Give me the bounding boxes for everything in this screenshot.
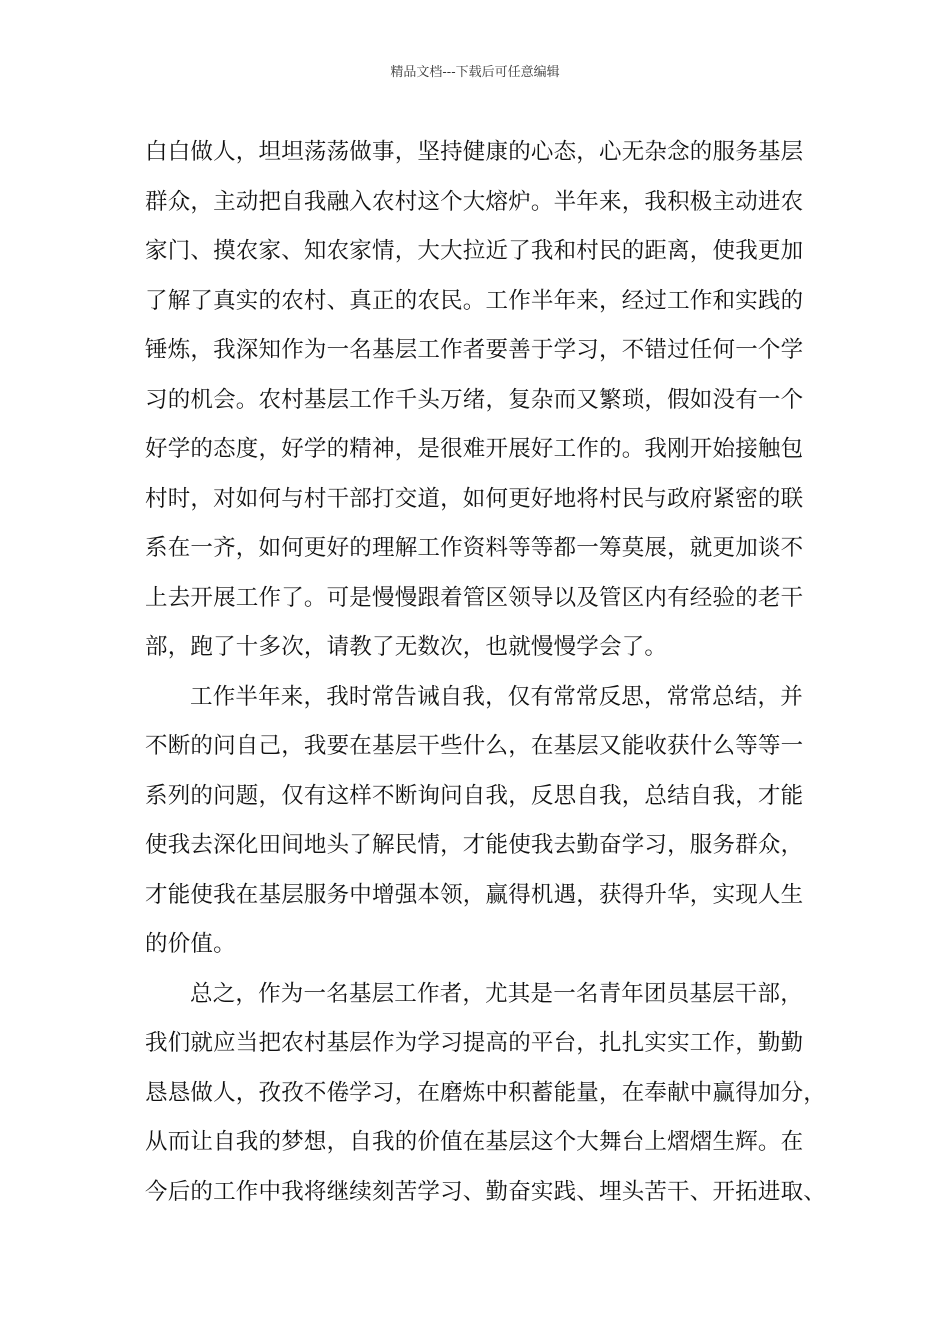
text-line: 家门、摸农家、知农家情，大大拉近了我和村民的距离，使我更加 xyxy=(145,238,804,264)
text-line: 锤炼，我深知作为一名基层工作者要善于学习，不错过任何一个学 xyxy=(145,337,804,363)
text-line: 系列的问题，仅有这样不断询问自我，反思自我，总结自我，才能 xyxy=(145,782,804,809)
text-line: 群众，主动把自我融入农村这个大熔炉。半年来，我积极主动进农 xyxy=(145,188,804,215)
text-line: 的价值。 xyxy=(145,931,236,957)
text-line: 村时，对如何与村干部打交道，如何更好地将村民与政府紧密的联 xyxy=(145,485,804,512)
text-line: 工作半年来，我时常告诫自我，仅有常常反思，常常总结，并 xyxy=(190,683,803,710)
paragraph xyxy=(145,673,835,970)
text-line: 不断的问自己，我要在基层干些什么，在基层又能收获什么等等一 xyxy=(145,733,804,759)
document-body xyxy=(145,128,835,1217)
paragraph xyxy=(145,128,835,673)
text-line: 恳恳做人，孜孜不倦学习，在磨炼中积蓄能量，在奉献中赢得加分， xyxy=(145,1079,827,1106)
text-line: 从而让自我的梦想，自我的价值在基层这个大舞台上熠熠生辉。在 xyxy=(145,1129,804,1155)
text-line: 了解了真实的农村、真正的农民。工作半年来，经过工作和实践的 xyxy=(145,287,804,314)
paragraph xyxy=(145,970,835,1218)
text-line: 系在一齐，如何更好的理解工作资料等等都一筹莫展，就更加谈不 xyxy=(145,535,804,561)
text-line: 部，跑了十多次，请教了无数次，也就慢慢学会了。 xyxy=(145,634,668,660)
text-line: 总之，作为一名基层工作者，尤其是一名青年团员基层干部， xyxy=(190,980,803,1007)
text-line: 习的机会。农村基层工作千头万绪，复杂而又繁琐，假如没有一个 xyxy=(145,386,804,413)
page-header: 精品文档---下载后可任意编辑 xyxy=(390,65,560,80)
text-line: 上去开展工作了。可是慢慢跟着管区领导以及管区内有经验的老干 xyxy=(145,584,804,611)
text-line: 才能使我在基层服务中增强本领，赢得机遇，获得升华，实现人生 xyxy=(145,881,804,908)
text-line: 白白做人，坦坦荡荡做事，坚持健康的心态，心无杂念的服务基层 xyxy=(145,139,804,165)
text-line: 好学的态度，好学的精神，是很难开展好工作的。我刚开始接触包 xyxy=(145,436,804,462)
text-line: 今后的工作中我将继续刻苦学习、勤奋实践、埋头苦干、开拓进取、 xyxy=(145,1178,827,1205)
text-line: 我们就应当把农村基层作为学习提高的平台，扎扎实实工作，勤勤 xyxy=(145,1030,804,1056)
text-line: 使我去深化田间地头了解民情，才能使我去勤奋学习，服务群众， xyxy=(145,832,804,858)
